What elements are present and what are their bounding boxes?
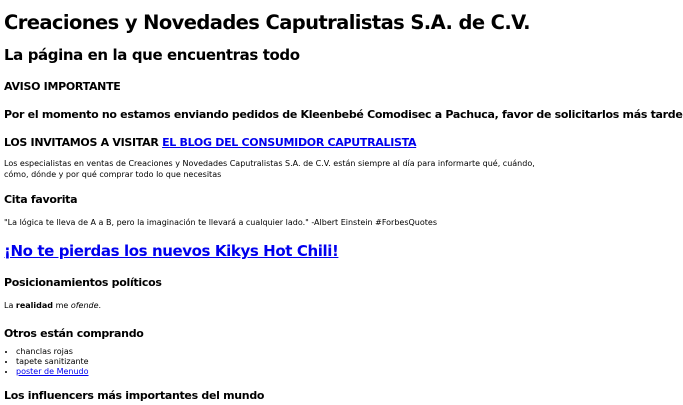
tagline: La página en la que encuentras todo <box>4 46 300 64</box>
promo-link[interactable]: ¡No te pierdas los nuevos Kikys Hot Chili! <box>4 242 339 260</box>
invite-prefix: LOS INVITAMOS A VISITAR <box>4 136 159 149</box>
promo-line <box>4 242 536 260</box>
politics-text <box>4 300 536 311</box>
blog-link[interactable]: EL BLOG DEL CONSUMIDOR CAPUTRALISTA <box>162 136 417 149</box>
politics-prefix: La <box>4 301 14 310</box>
notice-text: Por el momento no estamos enviando pedidos de Kleenbebé Comodisec a Pachuca, favor de solicitarlos más tarde <box>4 108 683 121</box>
list-item: • tapete sanitizante <box>16 357 536 367</box>
others-heading: Otros están comprando <box>4 327 144 340</box>
politics-suffix: . <box>98 301 102 310</box>
list-item: • chanclas rojas <box>16 347 536 357</box>
politics-middle: me <box>55 301 69 310</box>
menudo-poster-link[interactable]: poster de Menudo <box>16 367 89 376</box>
politics-heading: Posicionamientos políticos <box>4 276 162 289</box>
list-item <box>16 367 536 377</box>
politics-bold: realidad <box>15 301 54 310</box>
company-title: Creaciones y Novedades Caputralistas S.A. de C.V. <box>4 11 530 34</box>
intro-text: Los especialistas en ventas de Creaciones y Novedades Caputralistas S.A. de C.V. están siempre al día para informarte qué, cuándo, cómo, dónde y por qué comprar todo lo que necesitas <box>4 159 535 179</box>
notice-heading: AVISO IMPORTANTE <box>4 80 121 93</box>
politics-italic: ofende <box>70 301 99 310</box>
quote-text: "La lógica te lleva de A a B, pero la imaginación te llevará a cualquier lado." -Albert Einstein #ForbesQuotes <box>4 218 437 227</box>
influencers-heading: Los influencers más importantes del mundo <box>4 389 265 402</box>
others-list <box>4 347 536 377</box>
quote-heading: Cita favorita <box>4 193 78 206</box>
invite-line <box>4 136 536 149</box>
